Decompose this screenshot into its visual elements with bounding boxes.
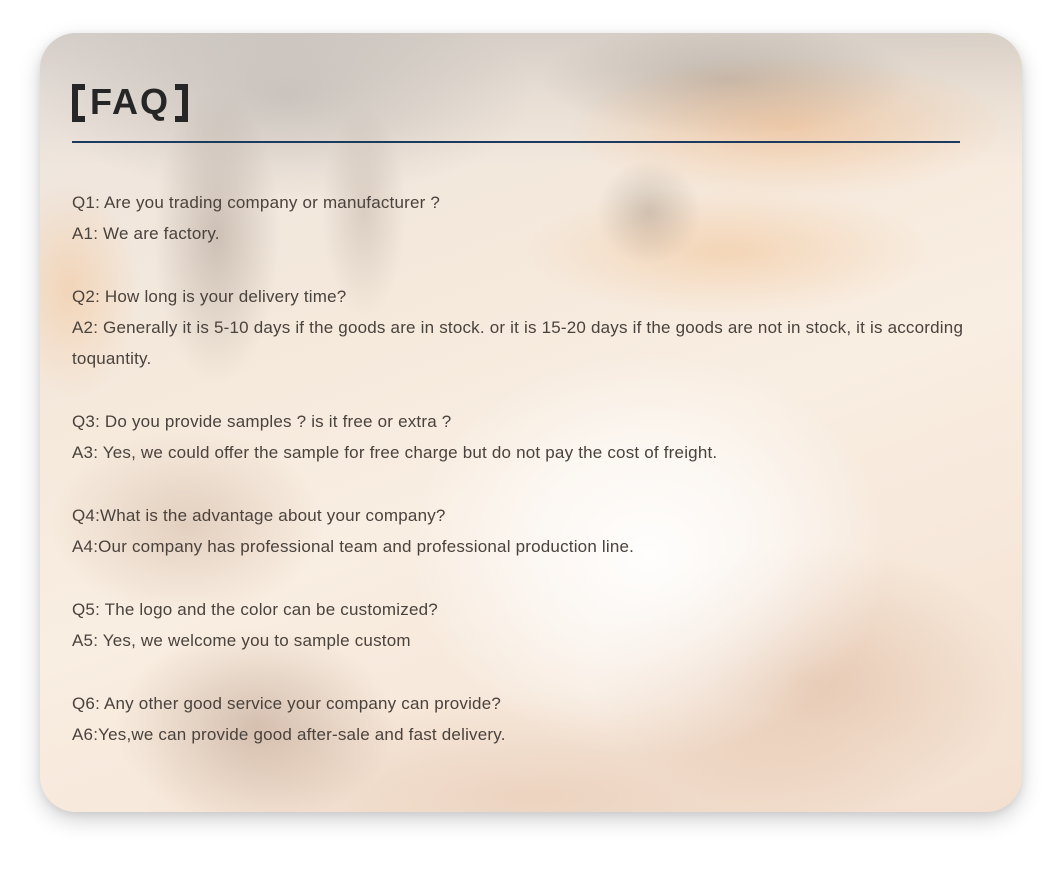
faq-item [72, 406, 990, 468]
lenticular-bracket-right-icon [175, 84, 188, 122]
faq-item [72, 187, 990, 249]
faq-answer: A6:Yes,we can provide good after-sale and fast delivery. [72, 725, 506, 744]
faq-item [72, 594, 990, 656]
faq-question: Q1: Are you trading company or manufacturer ? [72, 193, 441, 212]
faq-item [72, 688, 990, 750]
lenticular-bracket-left-icon [72, 84, 85, 122]
faq-question: Q5: The logo and the color can be customized? [72, 600, 438, 619]
title-divider [72, 141, 960, 143]
faq-content [40, 33, 1022, 812]
faq-question: Q2: How long is your delivery time? [72, 287, 347, 306]
faq-list [72, 187, 990, 750]
faq-item [72, 281, 990, 374]
faq-answer: A1: We are factory. [72, 224, 220, 243]
faq-item [72, 500, 990, 562]
faq-answer: A2: Generally it is 5-10 days if the goods are in stock. or it is 15-20 days if the goods are not in stock, it is according toquantity. [72, 318, 964, 368]
page-title [72, 81, 990, 125]
faq-answer: A5: Yes, we welcome you to sample custom [72, 631, 411, 650]
faq-title-text: FAQ [90, 81, 171, 122]
faq-answer: A4:Our company has professional team and professional production line. [72, 537, 635, 556]
faq-answer: A3: Yes, we could offer the sample for free charge but do not pay the cost of freight. [72, 443, 718, 462]
faq-question: Q3: Do you provide samples ? is it free or extra ? [72, 412, 452, 431]
faq-question: Q4:What is the advantage about your company? [72, 506, 446, 525]
faq-card [40, 33, 1022, 812]
faq-question: Q6: Any other good service your company can provide? [72, 694, 502, 713]
